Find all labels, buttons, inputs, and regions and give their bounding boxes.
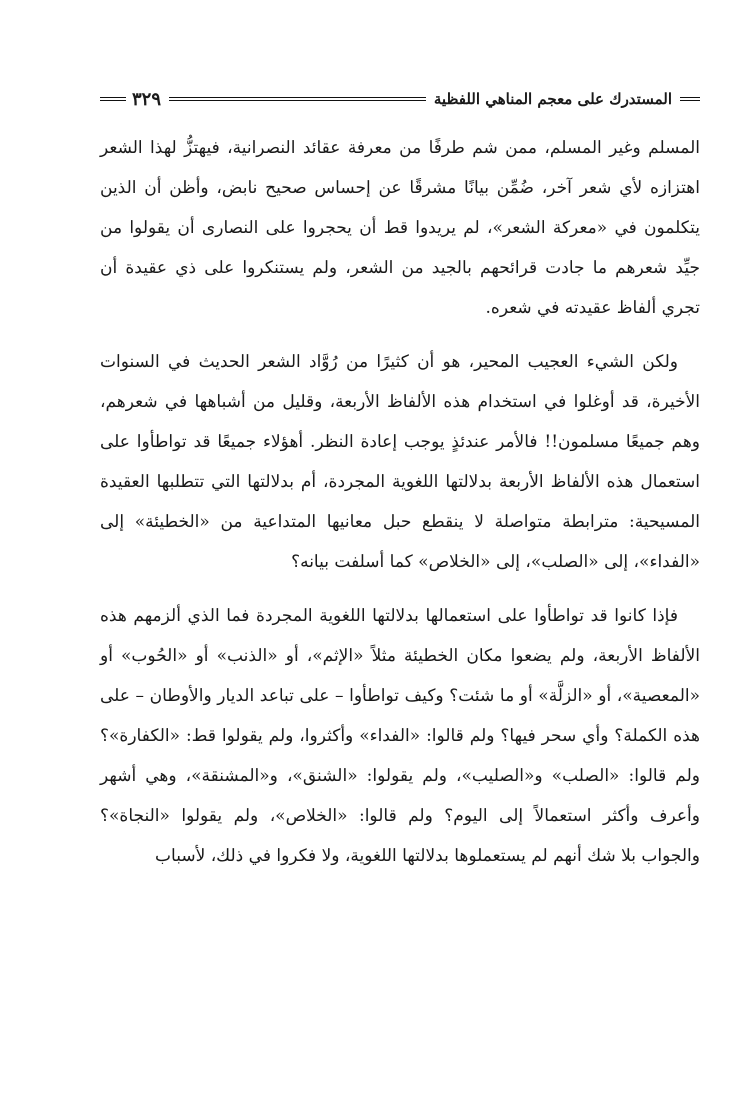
paragraph-1: المسلم وغير المسلم، ممن شم طرفًا من معرفة عقائد النصرانية، فيهتزُّ لهذا الشعر اهتزازه لأي شعر آخر، ضُمِّن بيانًا مشرقًا عن إحساس صحيح نابض، وأظن أن الذين يتكلمون في «معركة الشعر»، لم يريدوا قط أن يحجروا على النصارى أن يقولوا من جيِّد شعرهم ما جادت قرائحهم بالجيد من الشعر، ولم يستنكروا على ذي عقيدة أن تجري ألفاظ عقيدته في شعره.	[100, 138, 700, 318]
running-header	[100, 84, 700, 114]
book-page	[100, 84, 700, 876]
header-double-rule	[169, 97, 426, 101]
page-number: ٣٢٩	[132, 88, 162, 110]
header-leading-rule	[680, 97, 700, 101]
header-trailing-rule	[100, 97, 126, 101]
paragraph-3: فإذا كانوا قد تواطأوا على استعمالها بدلالتها اللغوية المجردة فما الذي ألزمهم هذه الألفاظ الأربعة، ولم يضعوا مكان الخطيئة مثلاً «الإثم»، أو «الذنب» أو «الحُوب» أو «المعصية»، أو «الزلَّة» أو ما شئت؟ وكيف تواطأوا – على تباعد الديار والأوطان – على هذه الكملة؟ وأي سحر فيها؟ ولم قالوا: «الفداء» وأكثروا، ولم يقولوا قط: «الكفارة»؟ ولم قالوا: «الصلب» و«الصليب»، ولم يقولوا: «الشنق»، و«المشنقة»، وهي أشهر وأعرف وأكثر استعمالاً إلى اليوم؟ ولم قالوا: «الخلاص»، ولم يقولوا «النجاة»؟ والجواب بلا شك أنهم لم يستعملوها بدلالتها اللغوية، ولا فكروا في ذلك، لأسباب	[100, 606, 700, 866]
running-title: المستدرك على معجم المناهي اللفظية	[433, 90, 672, 108]
paragraph-2: ولكن الشيء العجيب المحير، هو أن كثيرًا من رُوَّاد الشعر الحديث في السنوات الأخيرة، قد أوغلوا في استخدام هذه الألفاظ الأربعة، وقليل من أشباهها في شعرهم، وهم جميعًا مسلمون!! فالأمر عندئذٍ يوجب إعادة النظر. أهؤلاء جميعًا قد تواطأوا على استعمال هذه الألفاظ الأربعة بدلالتها اللغوية المجردة، أم بدلالتها التي تتطلبها العقيدة المسيحية: مترابطة متواصلة لا ينقطع حبل معانيها المتداعية من «الخطيئة» إلى «الفداء»، إلى «الصلب»، إلى «الخلاص» كما أسلفت بيانه؟	[100, 352, 700, 572]
